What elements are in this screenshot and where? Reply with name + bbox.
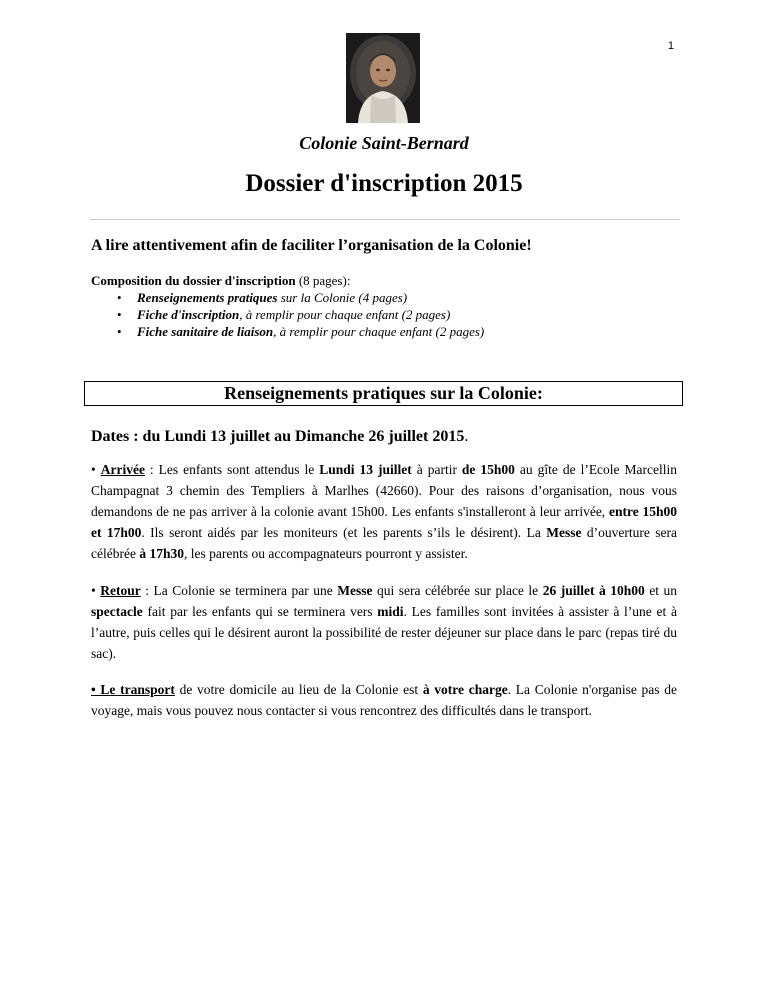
section-heading-box: Renseignements pratiques sur la Colonie: [84, 381, 683, 406]
page-number: 1 [667, 40, 674, 52]
bullet-icon: • [117, 290, 122, 305]
intro-heading: A lire attentivement afin de faciliter l’organisation de la Colonie! [91, 237, 532, 254]
saint-bernard-portrait-image [346, 33, 420, 123]
retour-paragraph: • Retour : La Colonie se terminera par une Messe qui sera célébrée sur place le 26 juillet à 10h00 et un spectacle fait par les enfants qui se terminera vers midi. Les familles sont invitées à assister à l’une et à l’autre, puis celles qui le désirent auront la possibilité de rester déjeuner sur place dans le parc (repas tiré du sac). [91, 583, 677, 661]
transport-paragraph: • Le transport de votre domicile au lieu de la Colonie est à votre charge. La Colonie n'organise pas de voyage, mais vous pouvez nous contacter si vous rencontrez des difficultés dans le transport. [91, 682, 677, 718]
list-item: • Fiche d'inscription, à remplir pour chaque enfant (2 pages) [117, 307, 451, 322]
page-title: Dossier d'inscription 2015 [245, 170, 523, 197]
arrivee-paragraph: • Arrivée : Les enfants sont attendus le Lundi 13 juillet à partir de 15h00 au gîte de l’Ecole Marcellin Champagnat 3 chemin des Templiers à Marlhes (42660). Pour des raisons d’organisation, nous vous demandons de ne pas arriver à la colonie avant 15h00. Les enfants s'installeront à leur arrivée, entre 15h00 et 17h00. Ils seront aidés par les moniteurs (et les parents s’ils le désirent). La Messe d’ouverture sera célébrée à 17h30, les parents ou accompagnateurs pourront y assister. [91, 462, 678, 561]
composition-list [91, 289, 484, 340]
list-item: • Renseignements pratiques sur la Colonie (4 pages) [117, 290, 408, 305]
horizontal-divider [90, 219, 680, 220]
bullet-icon: • [117, 324, 122, 339]
colonie-subtitle: Colonie Saint-Bernard [299, 133, 469, 153]
composition-label: Composition du dossier d'inscription (8 pages): [91, 273, 351, 288]
list-item: • Fiche sanitaire de liaison, à remplir pour chaque enfant (2 pages) [117, 324, 485, 339]
composition-block [91, 272, 484, 340]
dates-heading: Dates : du Lundi 13 juillet au Dimanche 26 juillet 2015. [91, 428, 469, 445]
bullet-icon: • [117, 307, 122, 322]
